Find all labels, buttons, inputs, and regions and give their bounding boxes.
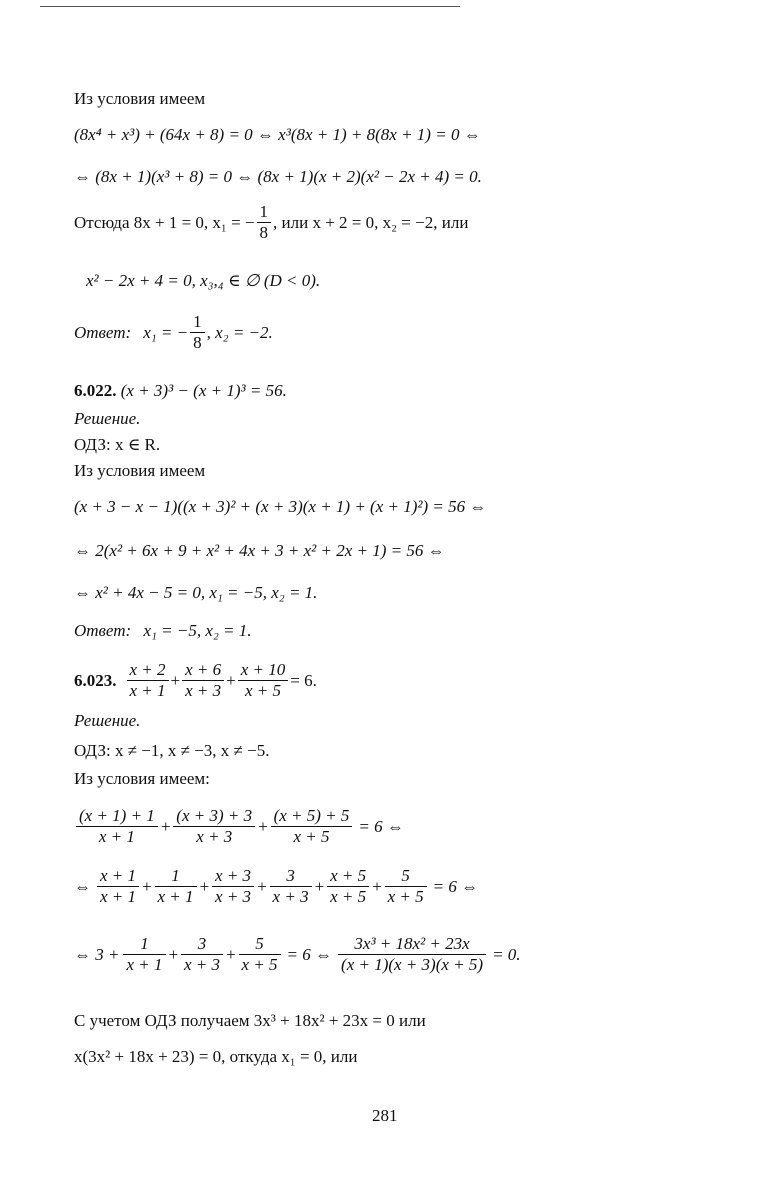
problem-heading [74, 380, 287, 402]
answer-label: Ответ: [74, 621, 132, 640]
plus-sign: + [371, 876, 383, 896]
text-line: Из условия имеем [74, 89, 206, 108]
numerator: 3x³ + 18x² + 23x [338, 934, 486, 955]
numerator: 1 [190, 312, 205, 333]
odz-line: ОДЗ: x ∈ R. [74, 435, 161, 454]
equation-line [74, 866, 478, 907]
fraction [257, 202, 272, 243]
fraction [327, 866, 369, 907]
numerator: (x + 3) + 3 [173, 806, 255, 827]
text-line: Из условия имеем: [74, 769, 210, 788]
fraction [212, 866, 254, 907]
problem-number: 6.022. [74, 381, 117, 400]
numerator: 1 [123, 934, 165, 955]
answer-value: x₁ = −5, x₂ = 1. [143, 621, 252, 640]
denominator: x + 1 [98, 827, 135, 846]
numerator: 3 [181, 934, 223, 955]
odz-line: ОДЗ: x ≠ −1, x ≠ −3, x ≠ −5. [74, 741, 270, 760]
problem-heading [74, 660, 317, 701]
equivalence-sign: ⇔ [74, 876, 91, 896]
denominator: x + 1 [129, 681, 166, 700]
problem-number: 6.023. [74, 670, 117, 690]
numerator: 1 [155, 866, 197, 887]
fraction [123, 934, 165, 975]
fraction [97, 866, 139, 907]
problem-statement: (x + 3)³ − (x + 1)³ = 56. [120, 381, 287, 400]
fraction [271, 806, 353, 847]
denominator: x + 3 [196, 827, 233, 846]
equation-rhs: = 6 ⇔ [432, 876, 479, 896]
fraction [190, 312, 205, 353]
equation-line: ⇔ x² + 4x − 5 = 0, x₁ = −5, x₂ = 1. [74, 583, 318, 602]
text-fragment: Отсюда 8x + 1 = 0, x₁ = − [74, 212, 255, 232]
denominator: x + 1 [157, 887, 194, 906]
text-line: С учетом ОДЗ получаем 3x³ + 18x² + 23x = 0 или [74, 1011, 426, 1030]
denominator: 8 [193, 333, 202, 352]
fraction [155, 866, 197, 907]
text-line: Из условия имеем [74, 461, 206, 480]
plus-sign: + [256, 876, 268, 896]
numerator: 5 [239, 934, 281, 955]
equation-rhs: = 6 ⇔ [358, 816, 404, 836]
plus-sign: + [198, 876, 211, 896]
numerator: x + 3 [212, 866, 254, 887]
plus-sign: + [257, 816, 269, 836]
text-fragment: , x₂ = −2. [206, 322, 273, 342]
denominator: x + 3 [272, 887, 309, 906]
text-line: x(3x² + 18x + 23) = 0, откуда x₁ = 0, или [74, 1047, 358, 1066]
equation-line: ⇔ 2(x² + 6x + 9 + x² + 4x + 3 + x² + 2x + 1) = 56 ⇔ [74, 541, 445, 560]
answer-line [74, 620, 252, 642]
denominator: (x + 1)(x + 3)(x + 5) [341, 955, 484, 974]
numerator: (x + 1) + 1 [76, 806, 158, 827]
plus-sign: + [141, 876, 153, 896]
plus-sign: + [225, 944, 237, 964]
solution-label: Решение. [74, 409, 141, 428]
equation-line: (x + 3 − x − 1)((x + 3)² + (x + 3)(x + 1) + (x + 1)²) = 56 ⇔ [74, 497, 487, 516]
plus-sign: + [170, 670, 181, 690]
page-number: 281 [372, 1106, 398, 1125]
solution-label: Решение. [74, 711, 141, 730]
equation-line: x² − 2x + 4 = 0, x₃,₄ ∈ ∅ (D < 0). [86, 271, 321, 290]
denominator: x + 3 [185, 681, 222, 700]
equation-lhs: ⇔ 3 + [74, 944, 120, 964]
numerator: 1 [257, 202, 272, 223]
plus-sign: + [313, 876, 326, 896]
top-rule [40, 6, 460, 7]
numerator: x + 10 [238, 660, 289, 681]
numerator: x + 2 [127, 660, 169, 681]
denominator: x + 1 [126, 955, 163, 974]
answer-label: Ответ: [74, 322, 132, 342]
fraction [239, 934, 281, 975]
plus-sign: + [167, 944, 179, 964]
denominator: x + 5 [330, 887, 367, 906]
numerator: x + 6 [182, 660, 224, 681]
numerator: (x + 5) + 5 [271, 806, 353, 827]
numerator: x + 1 [97, 866, 139, 887]
plus-sign: + [226, 670, 236, 690]
text-fragment: x₁ = − [143, 322, 189, 342]
fraction [238, 660, 289, 701]
denominator: x + 3 [184, 955, 221, 974]
equation-line: ⇔ (8x + 1)(x³ + 8) = 0 ⇔ (8x + 1)(x + 2)(x² − 2x + 4) = 0. [74, 167, 482, 186]
equation-rhs: = 0. [492, 944, 521, 964]
fraction [127, 660, 169, 701]
denominator: x + 3 [215, 887, 252, 906]
text-fragment: , или x + 2 = 0, x₂ = −2, или [273, 212, 469, 232]
denominator: x + 1 [100, 887, 137, 906]
fraction [182, 660, 224, 701]
equation-mid: = 6 ⇔ [286, 944, 333, 964]
fraction [338, 934, 486, 975]
denominator: x + 5 [293, 827, 330, 846]
plus-sign: + [159, 816, 172, 836]
denominator: x + 5 [241, 955, 278, 974]
equation-line [74, 806, 404, 847]
fraction [270, 866, 312, 907]
equation-line [74, 934, 521, 975]
numerator: 5 [385, 866, 427, 887]
denominator: x + 5 [245, 681, 282, 700]
equation-rhs: = 6. [290, 670, 317, 690]
answer-line [74, 312, 273, 353]
equation-line [74, 202, 468, 243]
equation-line: (8x⁴ + x³) + (64x + 8) = 0 ⇔ x³(8x + 1) + 8(8x + 1) = 0 ⇔ [74, 125, 481, 144]
fraction [385, 866, 427, 907]
fraction [181, 934, 223, 975]
fraction [76, 806, 158, 847]
denominator: x + 5 [387, 887, 424, 906]
numerator: 3 [270, 866, 312, 887]
denominator: 8 [259, 223, 269, 242]
fraction [173, 806, 255, 847]
numerator: x + 5 [327, 866, 369, 887]
